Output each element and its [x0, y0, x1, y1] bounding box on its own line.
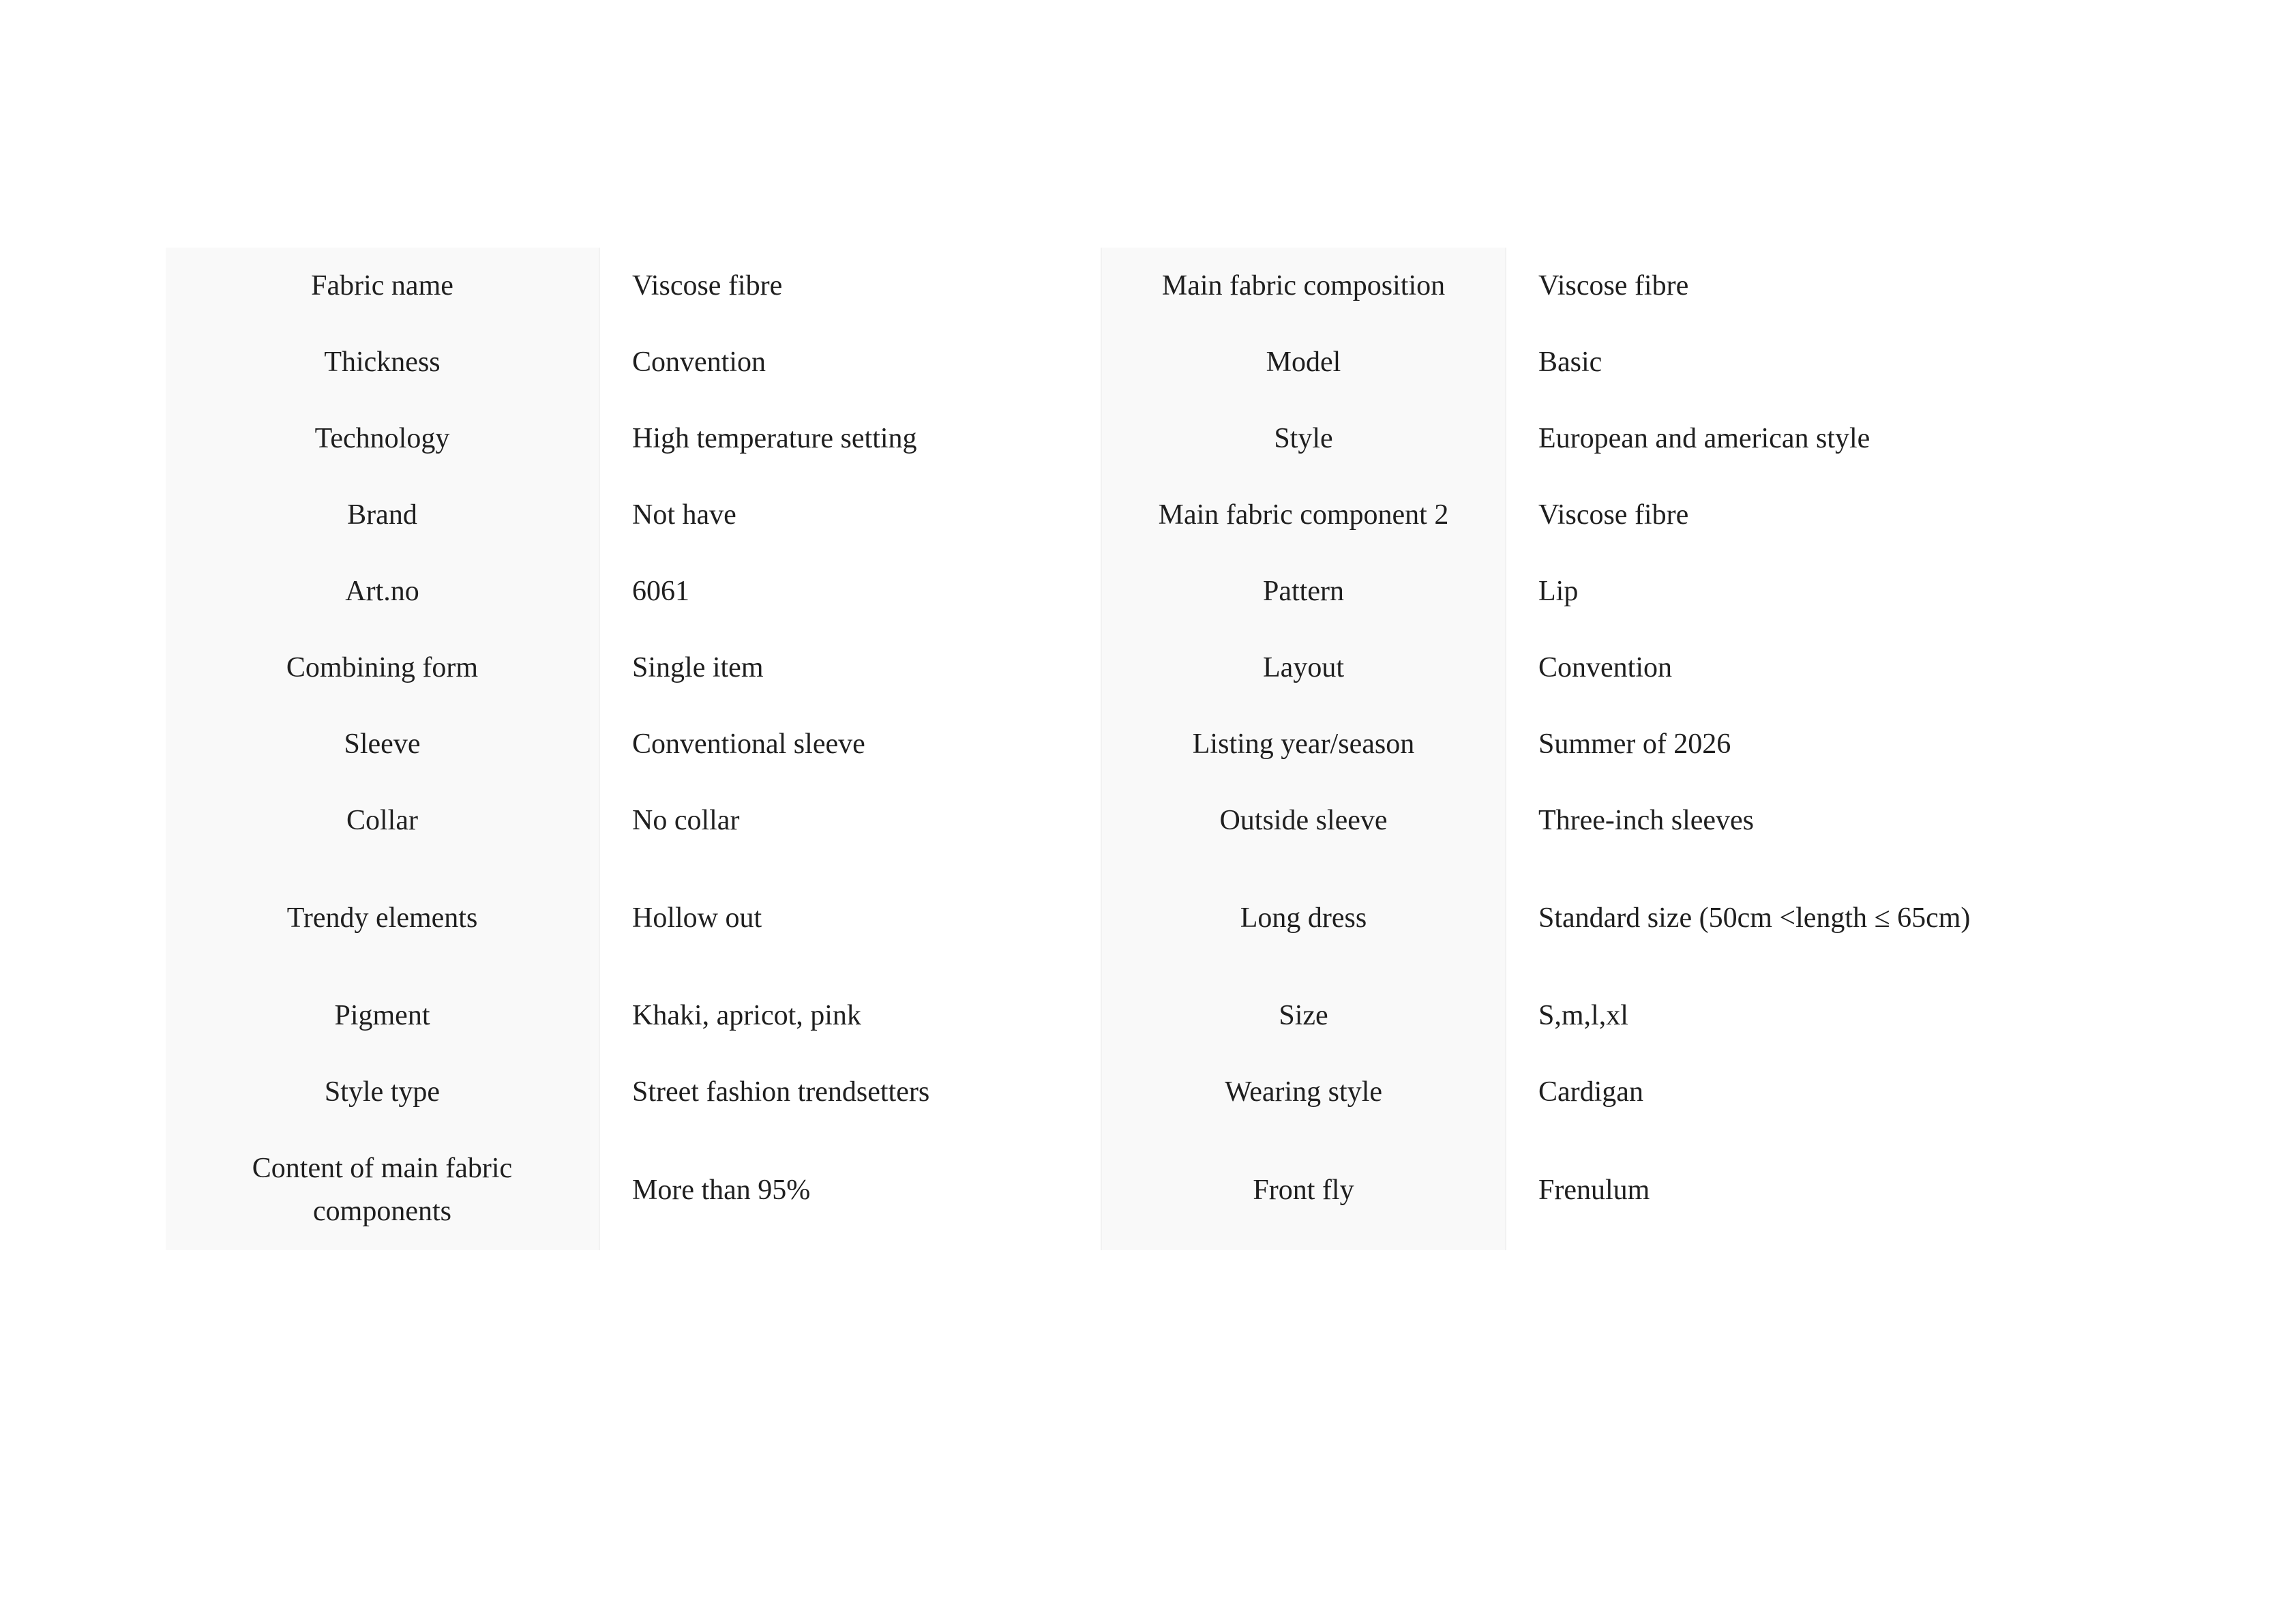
spec-label: Collar — [166, 782, 599, 859]
spec-label: Pattern — [1101, 553, 1506, 630]
table-row — [166, 977, 2064, 1054]
table-row — [166, 782, 2064, 859]
table-row — [166, 324, 2064, 400]
spec-label: Trendy elements — [166, 859, 599, 977]
spec-value: Basic — [1506, 324, 2064, 400]
spec-label: Long dress — [1101, 859, 1506, 977]
spec-value: Three-inch sleeves — [1506, 782, 2064, 859]
spec-value: High temperature setting — [599, 400, 1101, 477]
spec-value: Conventional sleeve — [599, 706, 1101, 782]
spec-label: Outside sleeve — [1101, 782, 1506, 859]
spec-label: Model — [1101, 324, 1506, 400]
spec-value: Hollow out — [599, 859, 1101, 977]
spec-label: Size — [1101, 977, 1506, 1054]
spec-label: Style type — [166, 1054, 599, 1130]
spec-label: Combining form — [166, 630, 599, 706]
spec-label: Art.no — [166, 553, 599, 630]
spec-label: Main fabric component 2 — [1101, 477, 1506, 553]
spec-value: Summer of 2026 — [1506, 706, 2064, 782]
spec-label: Layout — [1101, 630, 1506, 706]
table-row — [166, 477, 2064, 553]
table-row — [166, 1054, 2064, 1130]
table-row — [166, 859, 2064, 977]
spec-value: Street fashion trendsetters — [599, 1054, 1101, 1130]
spec-value: Khaki, apricot, pink — [599, 977, 1101, 1054]
spec-value: More than 95% — [599, 1130, 1101, 1250]
spec-value: No collar — [599, 782, 1101, 859]
spec-label: Thickness — [166, 324, 599, 400]
spec-value: Lip — [1506, 553, 2064, 630]
spec-label: Style — [1101, 400, 1506, 477]
table-row — [166, 630, 2064, 706]
spec-label: Brand — [166, 477, 599, 553]
spec-label: Front fly — [1101, 1130, 1506, 1250]
spec-label: Content of main fabric components — [166, 1130, 599, 1250]
spec-value: Not have — [599, 477, 1101, 553]
table-row — [166, 553, 2064, 630]
spec-value: Viscose fibre — [599, 248, 1101, 324]
spec-value: Convention — [599, 324, 1101, 400]
table-row — [166, 1130, 2064, 1250]
spec-value: Single item — [599, 630, 1101, 706]
spec-value: European and american style — [1506, 400, 2064, 477]
spec-label: Wearing style — [1101, 1054, 1506, 1130]
spec-value: Convention — [1506, 630, 2064, 706]
table-row — [166, 400, 2064, 477]
spec-label: Fabric name — [166, 248, 599, 324]
spec-label: Technology — [166, 400, 599, 477]
spec-value: S,m,l,xl — [1506, 977, 2064, 1054]
table-row — [166, 248, 2064, 324]
spec-value: Cardigan — [1506, 1054, 2064, 1130]
spec-label: Sleeve — [166, 706, 599, 782]
spec-value: Standard size (50cm <length ≤ 65cm) — [1506, 859, 2064, 977]
spec-label: Pigment — [166, 977, 599, 1054]
spec-label: Listing year/season — [1101, 706, 1506, 782]
table-row — [166, 706, 2064, 782]
spec-value: Frenulum — [1506, 1130, 2064, 1250]
spec-label: Main fabric composition — [1101, 248, 1506, 324]
product-spec-table — [166, 248, 2064, 1250]
spec-value: 6061 — [599, 553, 1101, 630]
spec-value: Viscose fibre — [1506, 248, 2064, 324]
spec-value: Viscose fibre — [1506, 477, 2064, 553]
